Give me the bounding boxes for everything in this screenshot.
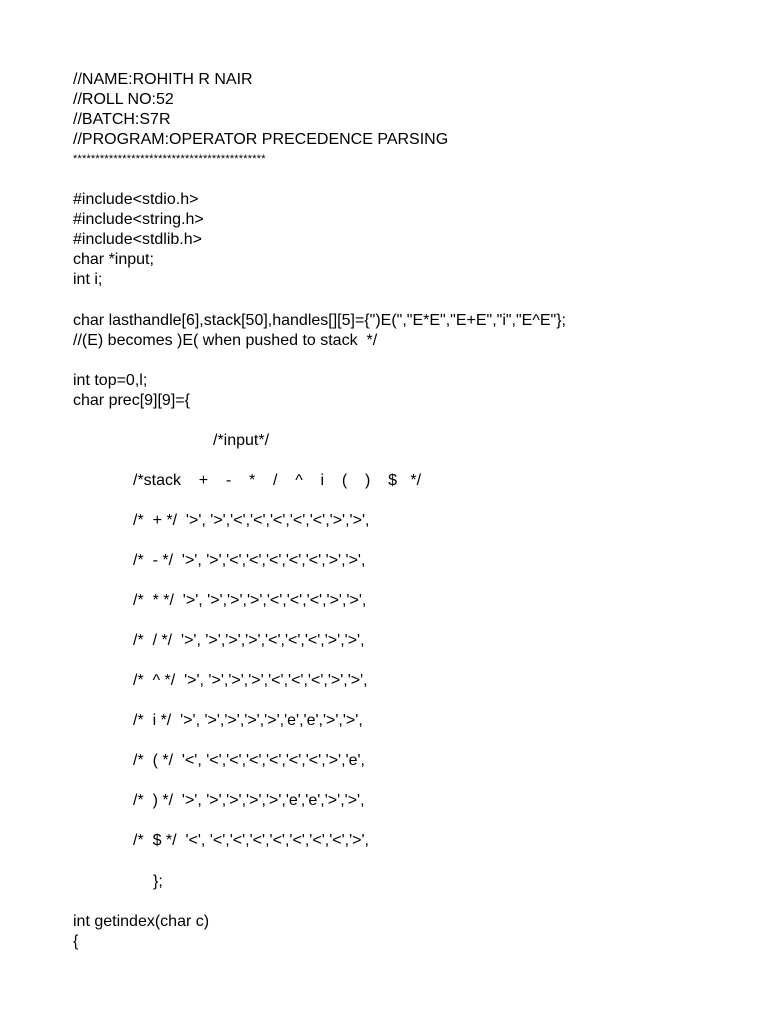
- prec-row-multiply: /* * */ '>', '>','>','>','<','<','<','>','>',: [133, 592, 367, 609]
- handles-comment: //(E) becomes )E( when pushed to stack */: [73, 332, 378, 349]
- prec-row-power: /* ^ */ '>', '>','>','>','<','<','<','>','>',: [133, 672, 368, 689]
- global-i-decl: int i;: [73, 271, 103, 288]
- prec-declaration: char prec[9][9]={: [73, 392, 190, 409]
- header-batch-line: //BATCH:S7R: [73, 111, 171, 128]
- include-string: #include<string.h>: [73, 211, 204, 228]
- include-stdio: #include<stdio.h>: [73, 191, 199, 208]
- prec-close: };: [153, 873, 163, 890]
- getindex-open-brace: {: [73, 933, 79, 950]
- input-comment: /*input*/: [213, 432, 270, 449]
- header-program-line: //PROGRAM:OPERATOR PRECEDENCE PARSING: [73, 131, 449, 148]
- prec-row-divide: /* / */ '>', '>','>','>','<','<','<','>','>',: [133, 632, 365, 649]
- prec-row-lparen: /* ( */ '<', '<','<','<','<','<','<','>','e',: [133, 752, 365, 769]
- global-input-decl: char *input;: [73, 251, 154, 268]
- header-roll-line: //ROLL NO:52: [73, 91, 174, 108]
- prec-row-plus: /* + */ '>', '>','<','<','<','<','<','>','>',: [133, 512, 370, 529]
- handles-declaration: char lasthandle[6],stack[50],handles[][5]={")E(","E*E","E+E","i","E^E"};: [73, 312, 566, 329]
- separator-line: *******************************************: [73, 153, 266, 165]
- prec-row-identifier: /* i */ '>', '>','>','>','>','e','e','>','>',: [133, 712, 363, 729]
- stack-header-comment: /*stack + - * / ^ i ( ) $ */: [133, 472, 422, 489]
- getindex-declaration: int getindex(char c): [73, 913, 210, 930]
- header-name-line: //NAME:ROHITH R NAIR: [73, 71, 253, 88]
- prec-row-dollar: /* $ */ '<', '<','<','<','<','<','<','<','>',: [133, 832, 369, 849]
- include-stdlib: #include<stdlib.h>: [73, 231, 202, 248]
- prec-row-minus: /* - */ '>', '>','<','<','<','<','<','>','>',: [133, 552, 366, 569]
- top-declaration: int top=0,l;: [73, 372, 148, 389]
- prec-row-rparen: /* ) */ '>', '>','>','>','>','e','e','>','>',: [133, 792, 365, 809]
